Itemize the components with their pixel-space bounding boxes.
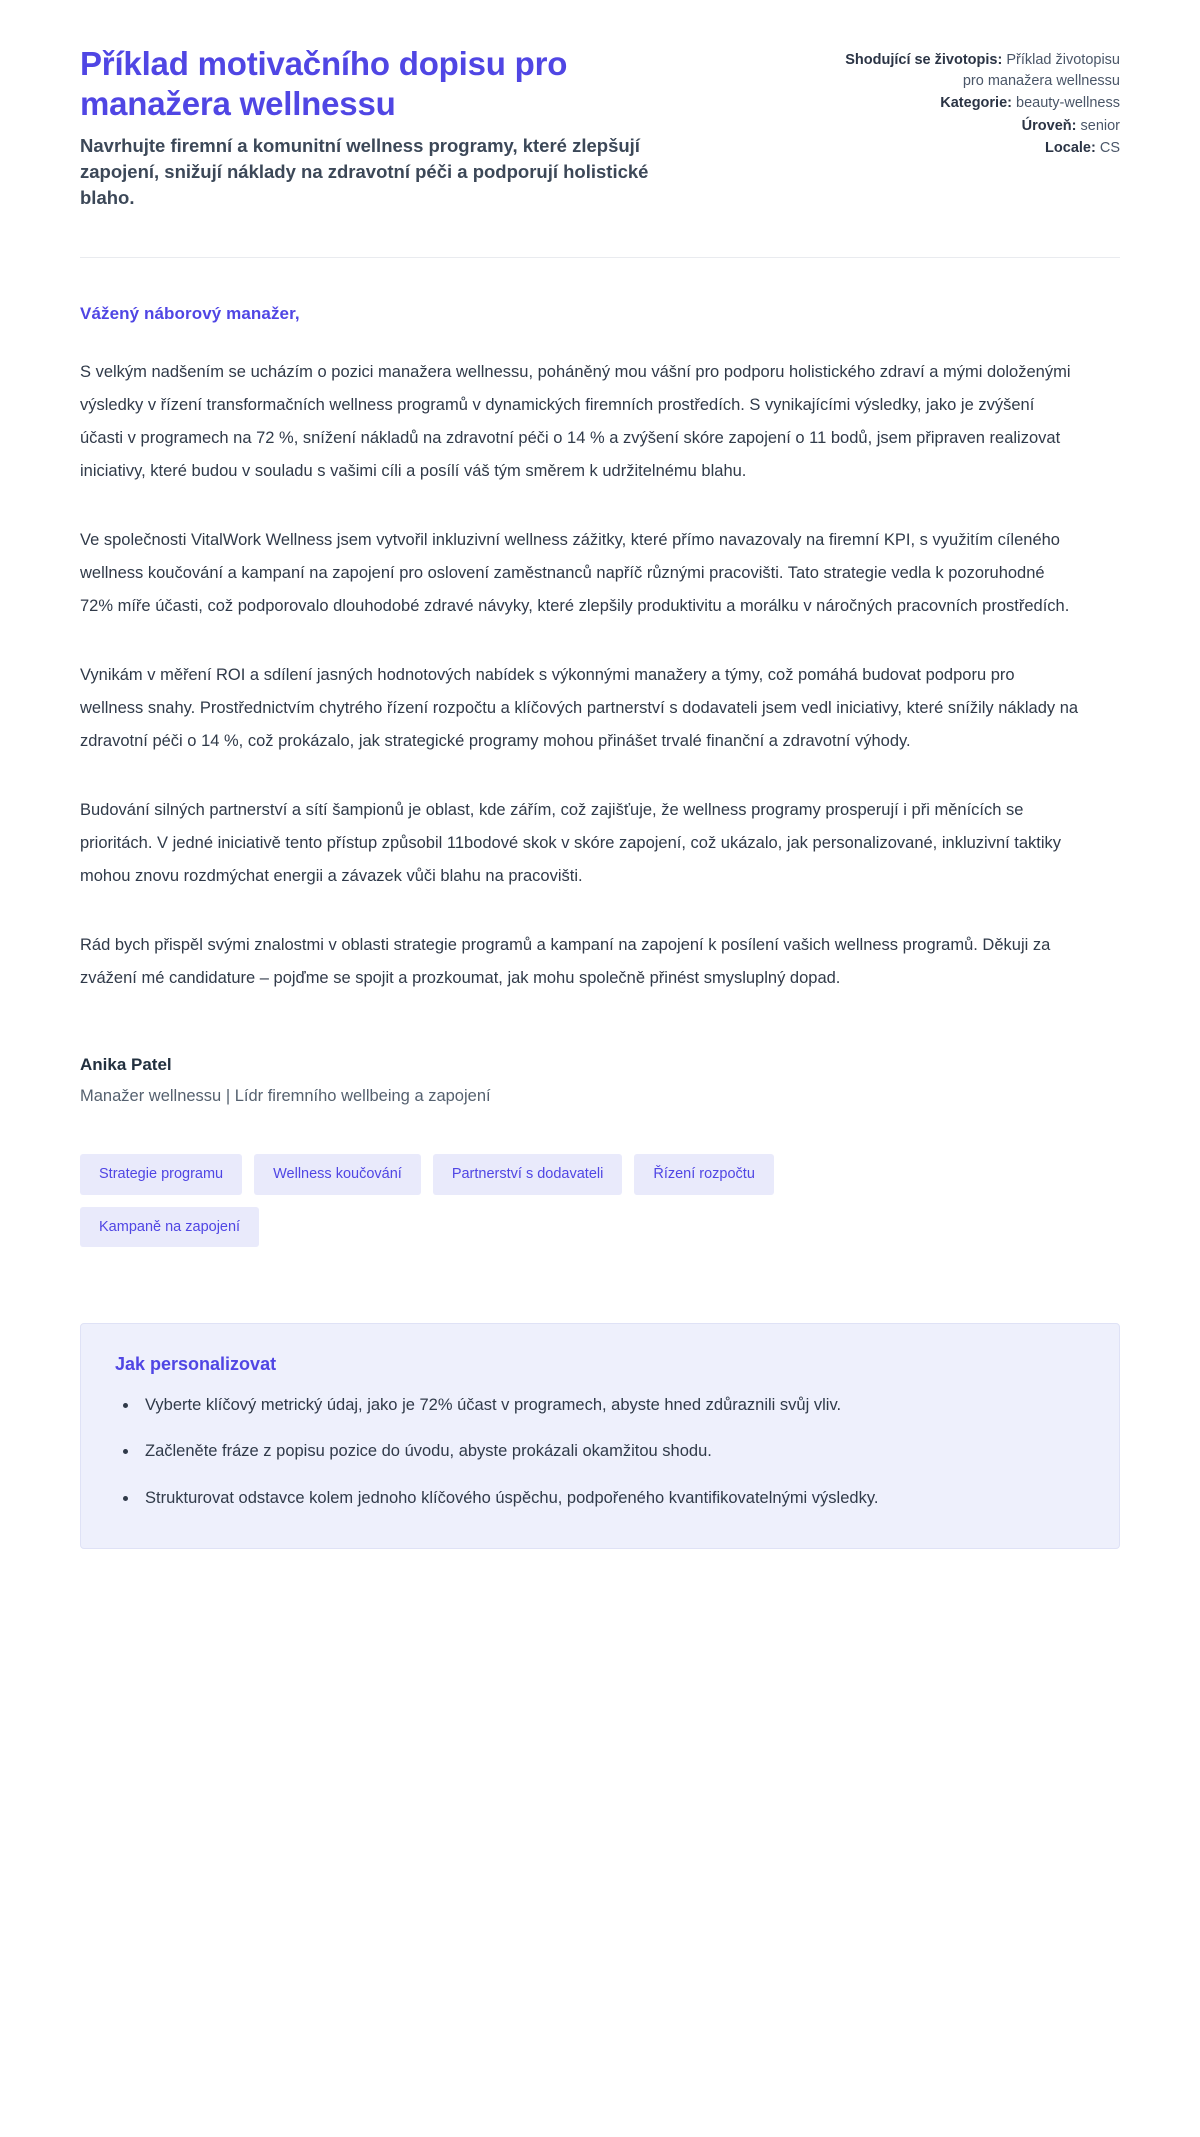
meta-category-label: Kategorie: [940, 95, 1012, 112]
callout-list [115, 1389, 1085, 1514]
page-subtitle: Navrhujte firemní a komunitní wellness programy, které zlepšují zapojení, snižují náklady na zdravotní péči a podporují holistické blaho. [80, 134, 649, 209]
meta-category-value: beauty-wellness [1016, 95, 1120, 112]
meta-matching-resume-label: Shodující se životopis: [845, 52, 1003, 68]
page-header [80, 44, 1120, 211]
letter-body [80, 258, 1120, 1549]
signature-role: Manažer wellnessu | Lídr firemního wellbeing a zapojení [80, 1087, 491, 1106]
skill-tag-list [80, 1154, 940, 1247]
header-metadata [830, 44, 1120, 161]
meta-matching-resume [830, 50, 1120, 91]
header-title-block [80, 44, 655, 211]
page-title: Příklad motivačního dopisu pro manažera wellnessu [80, 45, 568, 123]
callout-list-item: • Strukturovat odstavce kolem jednoho klíčového úspěchu, podpořeného kvantifikovatelnými výsledky. [139, 1482, 1085, 1514]
personalization-callout [80, 1323, 1120, 1549]
signature-block [80, 1055, 1120, 1106]
letter-paragraph: Ve společnosti VitalWork Wellness jsem vytvořil inkluzivní wellness zážitky, které přímo navazovaly na firemní KPI, s využitím cíleného wellness koučování a kampaní na zapojení pro oslovení zaměstnanců napříč různými pracovišti. Tato strategie vedla k pozoruhodné 72% míře účasti, což podporovalo dlouhodobé zdravé návyky, které zlepšily produktivitu a morálku v náročných pracovních prostředích. [80, 531, 1070, 616]
callout-list-item: • Vyberte klíčový metrický údaj, jako je 72% účast v programech, abyste hned zdůraznili svůj vliv. [139, 1389, 1085, 1421]
meta-matching-resume-value: Příklad životopisu pro manažera wellnessu [962, 52, 1120, 89]
callout-title: Jak personalizovat [115, 1354, 277, 1375]
signature-name: Anika Patel [80, 1055, 172, 1075]
skill-tag[interactable]: Partnerství s dodavateli [433, 1154, 623, 1195]
meta-locale-label: Locale: [1045, 140, 1096, 157]
meta-level-label: Úroveň: [1021, 117, 1077, 134]
meta-level-value: senior [1080, 117, 1120, 134]
meta-locale-value: CS [1099, 140, 1120, 157]
letter-paragraph: Rád bych přispěl svými znalostmi v oblasti strategie programů a kampaní na zapojení k posílení vašich wellness programů. Děkuji za zvážení mé candidature – pojďme se spojit a prozkoumat, jak mohu společně přinést smysluplný dopad. [80, 936, 1051, 988]
letter-paragraph: Vynikám v měření ROI a sdílení jasných hodnotových nabídek s výkonnými manažery a týmy, což pomáhá budovat podporu pro wellness snahy. Prostřednictvím chytrého řízení rozpočtu a klíčových partnerství s dodavateli jsem vedl iniciativy, které snížily náklady na zdravotní péči o 14 %, což prokázalo, jak strategické programy mohou přinášet trvalé finanční a zdravotní výhody. [80, 666, 1079, 751]
callout-list-item: • Začleněte fráze z popisu pozice do úvodu, abyste prokázali okamžitou shodu. [139, 1435, 1085, 1467]
skill-tag[interactable]: Strategie programu [80, 1154, 242, 1195]
letter-paragraph: S velkým nadšením se ucházím o pozici manažera wellnessu, poháněný mou vášní pro podporu holistického zdraví a mými doloženými výsledky v řízení transformačních wellness programů v dynamických firemních prostředích. S vynikajícími výsledky, jako je zvýšení účasti v programech na 72 %, snížení nákladů na zdravotní péči o 14 % a zvýšení skóre zapojení o 11 bodů, jsem připraven realizovat iniciativy, které budou v souladu s vašimi cíli a posílí váš tým směrem k udržitelnému blahu. [80, 363, 1071, 481]
letter-salutation: Vážený náborový manažer, [80, 304, 300, 324]
letter-paragraph: Budování silných partnerství a sítí šampionů je oblast, kde zářím, což zajišťuje, že wellness programy prosperují i při měnících se prioritách. V jedné iniciativě tento přístup způsobil 11bodové skok v skóre zapojení, což ukázalo, jak personalizované, inkluzivní taktiky mohou znovu rozdmýchat energii a závazek vůči blahu na pracovišti. [80, 801, 1062, 886]
meta-category [830, 93, 1120, 114]
skill-tag[interactable]: Kampaně na zapojení [80, 1207, 259, 1248]
skill-tag[interactable]: Řízení rozpočtu [634, 1154, 774, 1195]
skill-tag[interactable]: Wellness koučování [254, 1154, 421, 1195]
meta-locale [830, 138, 1120, 159]
meta-level [830, 116, 1120, 137]
